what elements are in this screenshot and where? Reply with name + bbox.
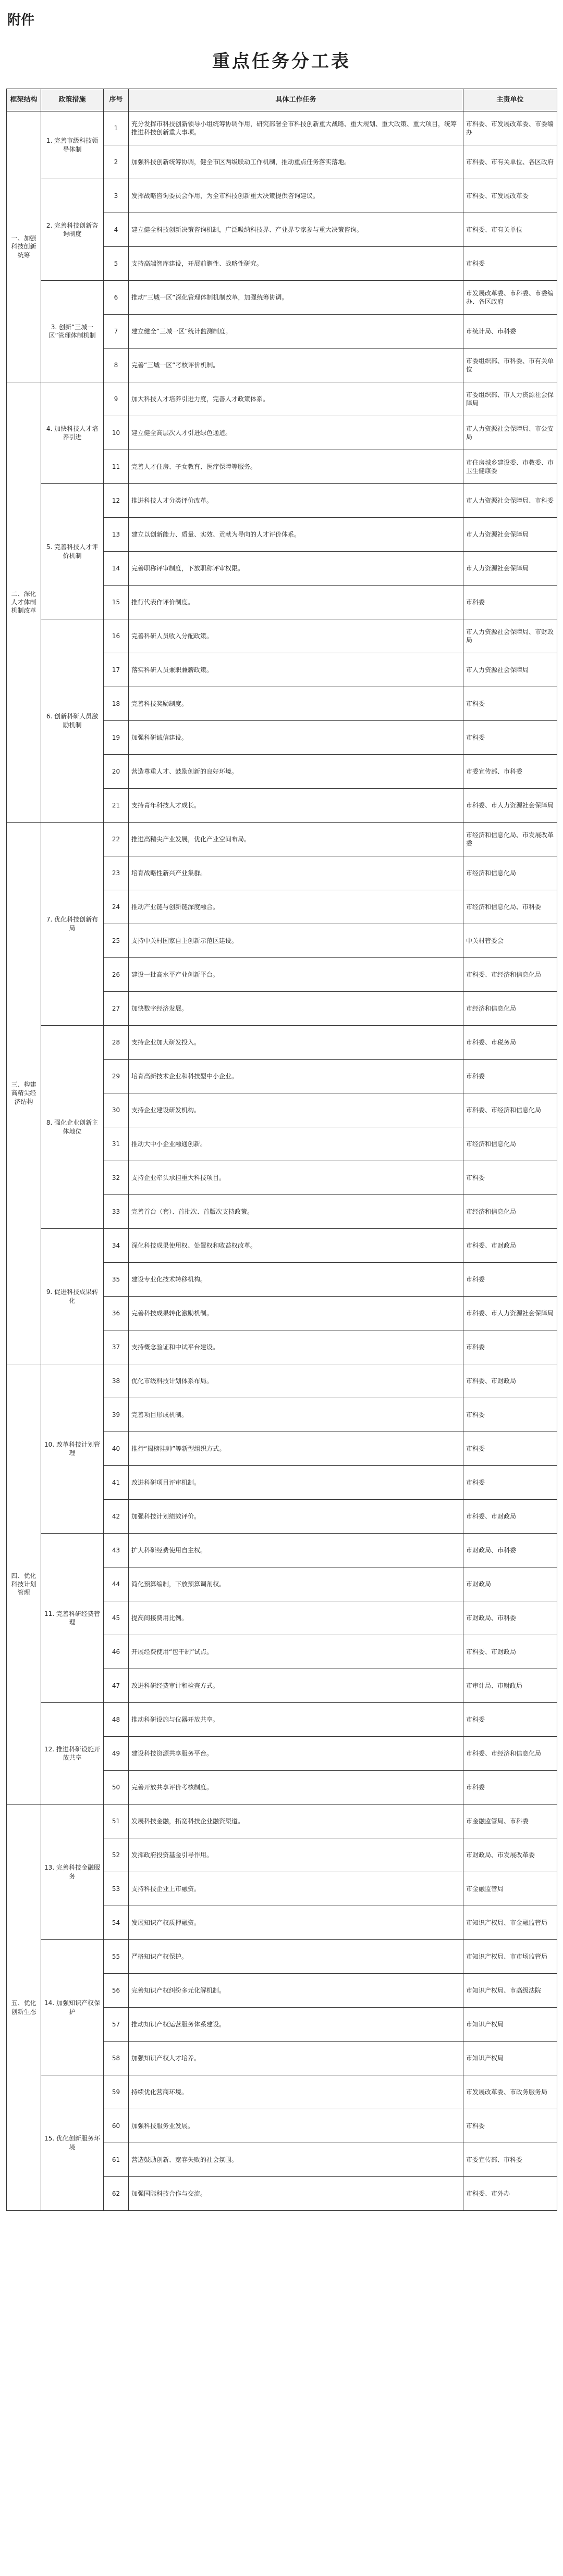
- number-cell: 18: [104, 687, 129, 721]
- attachment-label: 附件: [7, 13, 35, 28]
- number-cell: 4: [104, 213, 129, 247]
- number-cell: 19: [104, 721, 129, 755]
- table-row: [7, 619, 557, 653]
- number-cell: 45: [104, 1601, 129, 1635]
- number-cell: 44: [104, 1567, 129, 1601]
- unit-cell: 市金融监管局、市科委: [463, 1805, 557, 1838]
- unit-cell: 市人力资源社会保障局、市科委: [463, 484, 557, 518]
- unit-cell: 市科委: [463, 2109, 557, 2143]
- number-cell: 5: [104, 247, 129, 281]
- number-cell: 10: [104, 416, 129, 450]
- task-cell: 建立健全高层次人才引进绿色通道。: [129, 416, 463, 450]
- number-cell: 1: [104, 111, 129, 145]
- task-cell: 建立以创新能力、质量、实效、贡献为导向的人才评价体系。: [129, 518, 463, 552]
- page-title: 重点任务分工表: [212, 51, 351, 72]
- number-cell: 38: [104, 1364, 129, 1398]
- policy-cell: 5. 完善科技人才评价机制: [41, 484, 104, 619]
- unit-cell: 中关村管委会: [463, 924, 557, 958]
- unit-cell: 市知识产权局: [463, 2042, 557, 2075]
- number-cell: 22: [104, 823, 129, 856]
- number-cell: 30: [104, 1093, 129, 1127]
- task-cell: 推动“三城一区”深化管理体制机制改革，加强统筹协调。: [129, 281, 463, 315]
- unit-cell: 市经济和信息化局: [463, 1127, 557, 1161]
- number-cell: 46: [104, 1635, 129, 1669]
- unit-cell: 市经济和信息化局、市发展改革委: [463, 823, 557, 856]
- policy-cell: 3. 创新“三城一区”管理体制机制: [41, 281, 104, 382]
- task-cell: 支持青年科技人才成长。: [129, 789, 463, 823]
- policy-cell: 4. 加快科技人才培养引进: [41, 382, 104, 484]
- unit-cell: 市人力资源社会保障局: [463, 653, 557, 687]
- task-cell: 加强国际科技合作与交流。: [129, 2177, 463, 2211]
- unit-cell: 市科委、市经济和信息化局: [463, 1737, 557, 1771]
- unit-cell: 市科委: [463, 1466, 557, 1500]
- task-cell: 加强科技创新统筹协调，健全市区两级联动工作机制，推动重点任务落实落地。: [129, 145, 463, 179]
- task-cell: 营造尊重人才、鼓励创新的良好环境。: [129, 755, 463, 789]
- unit-cell: 市科委、市财政局: [463, 1229, 557, 1263]
- unit-cell: 市科委: [463, 1161, 557, 1195]
- number-cell: 27: [104, 992, 129, 1026]
- unit-cell: 市经济和信息化局: [463, 856, 557, 890]
- task-division-table: [6, 89, 557, 2211]
- policy-cell: 7. 优化科技创新布局: [41, 823, 104, 1026]
- number-cell: 28: [104, 1026, 129, 1060]
- task-cell: 支持高端智库建设，开展前瞻性、战略性研究。: [129, 247, 463, 281]
- number-cell: 12: [104, 484, 129, 518]
- number-cell: 48: [104, 1703, 129, 1737]
- unit-cell: 市委宣传部、市科委: [463, 2143, 557, 2177]
- unit-cell: 市人力资源社会保障局、市公安局: [463, 416, 557, 450]
- number-cell: 17: [104, 653, 129, 687]
- number-cell: 54: [104, 1906, 129, 1940]
- unit-cell: 市财政局、市发展改革委: [463, 1838, 557, 1872]
- task-cell: 完善科技成果转化激励机制。: [129, 1297, 463, 1330]
- task-cell: 严格知识产权保护。: [129, 1940, 463, 1974]
- unit-cell: 市委宣传部、市科委: [463, 755, 557, 789]
- table-row: [7, 281, 557, 315]
- number-cell: 42: [104, 1500, 129, 1534]
- unit-cell: 市科委、市发展改革委: [463, 179, 557, 213]
- number-cell: 50: [104, 1771, 129, 1805]
- number-cell: 15: [104, 586, 129, 619]
- number-cell: 31: [104, 1127, 129, 1161]
- task-cell: 扩大科研经费使用自主权。: [129, 1534, 463, 1567]
- unit-cell: 市科委: [463, 721, 557, 755]
- number-cell: 41: [104, 1466, 129, 1500]
- task-cell: 落实科研人员兼职兼薪政策。: [129, 653, 463, 687]
- unit-cell: 市科委: [463, 1330, 557, 1364]
- header-category: 框架结构: [7, 89, 41, 111]
- task-cell: 建立健全科技创新决策咨询机制，广泛吸纳科技界、产业界专家参与重大决策咨询。: [129, 213, 463, 247]
- unit-cell: 市科委、市有关单位: [463, 213, 557, 247]
- number-cell: 25: [104, 924, 129, 958]
- category-cell: 四、优化科技计划管理: [7, 1364, 41, 1805]
- unit-cell: 市科委、市外办: [463, 2177, 557, 2211]
- number-cell: 56: [104, 1974, 129, 2008]
- number-cell: 33: [104, 1195, 129, 1229]
- task-cell: 推行“揭榜挂帅”等新型组织方式。: [129, 1432, 463, 1466]
- table-row: [7, 2075, 557, 2109]
- policy-cell: 9. 促进科技成果转化: [41, 1229, 104, 1364]
- number-cell: 39: [104, 1398, 129, 1432]
- unit-cell: 市科委、市发展改革委、市委编办: [463, 111, 557, 145]
- policy-cell: 10. 改革科技计划管理: [41, 1364, 104, 1534]
- task-cell: 加强科技计划绩效评价。: [129, 1500, 463, 1534]
- task-cell: 建设一批高水平产业创新平台。: [129, 958, 463, 992]
- task-cell: 营造鼓励创新、宽容失败的社会氛围。: [129, 2143, 463, 2177]
- unit-cell: 市科委: [463, 1771, 557, 1805]
- number-cell: 58: [104, 2042, 129, 2075]
- task-cell: 完善首台（套）、首批次、首版次支持政策。: [129, 1195, 463, 1229]
- task-cell: 发展知识产权质押融资。: [129, 1906, 463, 1940]
- task-cell: 加强科技服务业发展。: [129, 2109, 463, 2143]
- unit-cell: 市科委、市人力资源社会保障局: [463, 789, 557, 823]
- unit-cell: 市人力资源社会保障局: [463, 552, 557, 586]
- number-cell: 43: [104, 1534, 129, 1567]
- task-cell: 建设专业化技术转移机构。: [129, 1263, 463, 1297]
- number-cell: 51: [104, 1805, 129, 1838]
- task-cell: 优化市级科技计划体系布局。: [129, 1364, 463, 1398]
- number-cell: 2: [104, 145, 129, 179]
- task-cell: 培育战略性新兴产业集群。: [129, 856, 463, 890]
- unit-cell: 市经济和信息化局、市科委: [463, 890, 557, 924]
- number-cell: 23: [104, 856, 129, 890]
- task-cell: 完善知识产权纠纷多元化解机制。: [129, 1974, 463, 2008]
- task-cell: 建设科技资源共享服务平台。: [129, 1737, 463, 1771]
- unit-cell: 市统计局、市科委: [463, 315, 557, 349]
- task-cell: 推进科技人才分类评价改革。: [129, 484, 463, 518]
- number-cell: 21: [104, 789, 129, 823]
- category-cell: 三、构建高精尖经济结构: [7, 823, 41, 1364]
- task-cell: 支持企业加大研发投入。: [129, 1026, 463, 1060]
- number-cell: 49: [104, 1737, 129, 1771]
- task-cell: 开展经费使用“包干制”试点。: [129, 1635, 463, 1669]
- table-row: [7, 1364, 557, 1398]
- task-cell: 培育高新技术企业和科技型中小企业。: [129, 1060, 463, 1093]
- number-cell: 26: [104, 958, 129, 992]
- table-row: [7, 1940, 557, 1974]
- task-cell: 加强科研诚信建设。: [129, 721, 463, 755]
- number-cell: 34: [104, 1229, 129, 1263]
- unit-cell: 市发展改革委、市科委、市委编办、各区政府: [463, 281, 557, 315]
- number-cell: 53: [104, 1872, 129, 1906]
- task-cell: 发挥战略咨询委员会作用，为全市科技创新重大决策提供咨询建议。: [129, 179, 463, 213]
- number-cell: 24: [104, 890, 129, 924]
- unit-cell: 市人力资源社会保障局、市财政局: [463, 619, 557, 653]
- table-row: [7, 111, 557, 145]
- unit-cell: 市财政局: [463, 1567, 557, 1601]
- unit-cell: 市委组织部、市人力资源社会保障局: [463, 382, 557, 416]
- number-cell: 62: [104, 2177, 129, 2211]
- task-cell: 完善“三城一区”考核评价机制。: [129, 349, 463, 382]
- unit-cell: 市科委、市财政局: [463, 1364, 557, 1398]
- table-row: [7, 484, 557, 518]
- unit-cell: 市科委: [463, 1432, 557, 1466]
- unit-cell: 市人力资源社会保障局: [463, 518, 557, 552]
- number-cell: 61: [104, 2143, 129, 2177]
- task-cell: 完善人才住房、子女教育、医疗保障等服务。: [129, 450, 463, 484]
- category-cell: 一、加强科技创新统筹: [7, 111, 41, 382]
- task-cell: 提高间接费用比例。: [129, 1601, 463, 1635]
- unit-cell: 市科委、市有关单位、各区政府: [463, 145, 557, 179]
- unit-cell: 市知识产权局: [463, 2008, 557, 2042]
- task-cell: 推动科研设施与仪器开放共享。: [129, 1703, 463, 1737]
- unit-cell: 市科委: [463, 247, 557, 281]
- number-cell: 9: [104, 382, 129, 416]
- table-row: [7, 1229, 557, 1263]
- number-cell: 16: [104, 619, 129, 653]
- unit-cell: 市委组织部、市科委、市有关单位: [463, 349, 557, 382]
- number-cell: 7: [104, 315, 129, 349]
- unit-cell: 市住房城乡建设委、市教委、市卫生健康委: [463, 450, 557, 484]
- unit-cell: 市科委: [463, 687, 557, 721]
- number-cell: 55: [104, 1940, 129, 1974]
- policy-cell: 13. 完善科技金融服务: [41, 1805, 104, 1940]
- unit-cell: 市财政局、市科委: [463, 1601, 557, 1635]
- policy-cell: 2. 完善科技创新咨询制度: [41, 179, 104, 281]
- unit-cell: 市知识产权局、市高级法院: [463, 1974, 557, 2008]
- task-cell: 完善职称评审制度，下放职称评审权限。: [129, 552, 463, 586]
- number-cell: 14: [104, 552, 129, 586]
- unit-cell: 市科委、市经济和信息化局: [463, 958, 557, 992]
- task-cell: 支持中关村国家自主创新示范区建设。: [129, 924, 463, 958]
- unit-cell: 市经济和信息化局: [463, 992, 557, 1026]
- unit-cell: 市科委、市税务局: [463, 1026, 557, 1060]
- unit-cell: 市科委、市经济和信息化局: [463, 1093, 557, 1127]
- policy-cell: 11. 完善科研经费管理: [41, 1534, 104, 1703]
- policy-cell: 15. 优化创新服务环境: [41, 2075, 104, 2211]
- table-header-row: [7, 89, 557, 111]
- task-cell: 加大科技人才培养引进力度，完善人才政策体系。: [129, 382, 463, 416]
- task-cell: 建立健全“三城一区”统计监测制度。: [129, 315, 463, 349]
- number-cell: 8: [104, 349, 129, 382]
- unit-cell: 市科委、市财政局: [463, 1635, 557, 1669]
- table-row: [7, 1026, 557, 1060]
- header-unit: 主责单位: [463, 89, 557, 111]
- task-cell: 加快数字经济发展。: [129, 992, 463, 1026]
- number-cell: 6: [104, 281, 129, 315]
- task-cell: 改进科研经费审计和检查方式。: [129, 1669, 463, 1703]
- task-cell: 加强知识产权人才培养。: [129, 2042, 463, 2075]
- unit-cell: 市金融监管局: [463, 1872, 557, 1906]
- unit-cell: 市科委、市财政局: [463, 1500, 557, 1534]
- table-row: [7, 1805, 557, 1838]
- number-cell: 36: [104, 1297, 129, 1330]
- header-task: 具体工作任务: [129, 89, 463, 111]
- number-cell: 47: [104, 1669, 129, 1703]
- unit-cell: 市科委: [463, 1263, 557, 1297]
- number-cell: 32: [104, 1161, 129, 1195]
- number-cell: 3: [104, 179, 129, 213]
- number-cell: 13: [104, 518, 129, 552]
- table-body: [7, 111, 557, 2211]
- policy-cell: 14. 加强知识产权保护: [41, 1940, 104, 2075]
- header-number: 序号: [104, 89, 129, 111]
- table-row: [7, 1703, 557, 1737]
- number-cell: 59: [104, 2075, 129, 2109]
- number-cell: 60: [104, 2109, 129, 2143]
- header-policy: 政策措施: [41, 89, 104, 111]
- task-cell: 发挥政府投资基金引导作用。: [129, 1838, 463, 1872]
- table-row: [7, 823, 557, 856]
- task-cell: 发展科技金融，拓宽科技企业融资渠道。: [129, 1805, 463, 1838]
- policy-cell: 1. 完善市级科技领导体制: [41, 111, 104, 179]
- category-cell: 五、优化创新生态: [7, 1805, 41, 2211]
- unit-cell: 市科委: [463, 586, 557, 619]
- task-cell: 推动大中小企业融通创新。: [129, 1127, 463, 1161]
- task-cell: 改进科研项目评审机制。: [129, 1466, 463, 1500]
- number-cell: 11: [104, 450, 129, 484]
- number-cell: 20: [104, 755, 129, 789]
- task-cell: 推行代表作评价制度。: [129, 586, 463, 619]
- policy-cell: 6. 创新科研人员激励机制: [41, 619, 104, 823]
- unit-cell: 市科委: [463, 1398, 557, 1432]
- task-cell: 完善开放共享评价考核制度。: [129, 1771, 463, 1805]
- table-row: [7, 1534, 557, 1567]
- number-cell: 29: [104, 1060, 129, 1093]
- number-cell: 40: [104, 1432, 129, 1466]
- task-cell: 简化预算编制，下放预算调剂权。: [129, 1567, 463, 1601]
- task-cell: 支持概念验证和中试平台建设。: [129, 1330, 463, 1364]
- unit-cell: 市科委: [463, 1703, 557, 1737]
- task-cell: 推进高精尖产业发展，优化产业空间布局。: [129, 823, 463, 856]
- unit-cell: 市发展改革委、市政务服务局: [463, 2075, 557, 2109]
- category-cell: 二、深化人才体制机制改革: [7, 382, 41, 823]
- policy-cell: 12. 推进科研设施开放共享: [41, 1703, 104, 1805]
- number-cell: 57: [104, 2008, 129, 2042]
- unit-cell: 市科委、市人力资源社会保障局: [463, 1297, 557, 1330]
- unit-cell: 市审计局、市财政局: [463, 1669, 557, 1703]
- table-row: [7, 179, 557, 213]
- unit-cell: 市科委: [463, 1060, 557, 1093]
- task-cell: 完善项目形成机制。: [129, 1398, 463, 1432]
- task-cell: 充分发挥市科技创新领导小组统筹协调作用，研究部署全市科技创新重大战略、重大规划、重大政策、重大项目，统筹推进科技创新重大事项。: [129, 111, 463, 145]
- task-cell: 支持企业建设研发机构。: [129, 1093, 463, 1127]
- task-cell: 支持科技企业上市融资。: [129, 1872, 463, 1906]
- task-cell: 推动知识产权运营服务体系建设。: [129, 2008, 463, 2042]
- task-cell: 完善科研人员收入分配政策。: [129, 619, 463, 653]
- number-cell: 35: [104, 1263, 129, 1297]
- table-row: [7, 382, 557, 416]
- number-cell: 52: [104, 1838, 129, 1872]
- unit-cell: 市财政局、市科委: [463, 1534, 557, 1567]
- task-cell: 完善科技奖励制度。: [129, 687, 463, 721]
- task-cell: 持续优化营商环境。: [129, 2075, 463, 2109]
- task-cell: 深化科技成果使用权、处置权和收益权改革。: [129, 1229, 463, 1263]
- task-cell: 支持企业牵头承担重大科技项目。: [129, 1161, 463, 1195]
- unit-cell: 市经济和信息化局: [463, 1195, 557, 1229]
- number-cell: 37: [104, 1330, 129, 1364]
- unit-cell: 市知识产权局、市市场监管局: [463, 1940, 557, 1974]
- policy-cell: 8. 强化企业创新主体地位: [41, 1026, 104, 1229]
- unit-cell: 市知识产权局、市金融监管局: [463, 1906, 557, 1940]
- task-cell: 推动产业链与创新链深度融合。: [129, 890, 463, 924]
